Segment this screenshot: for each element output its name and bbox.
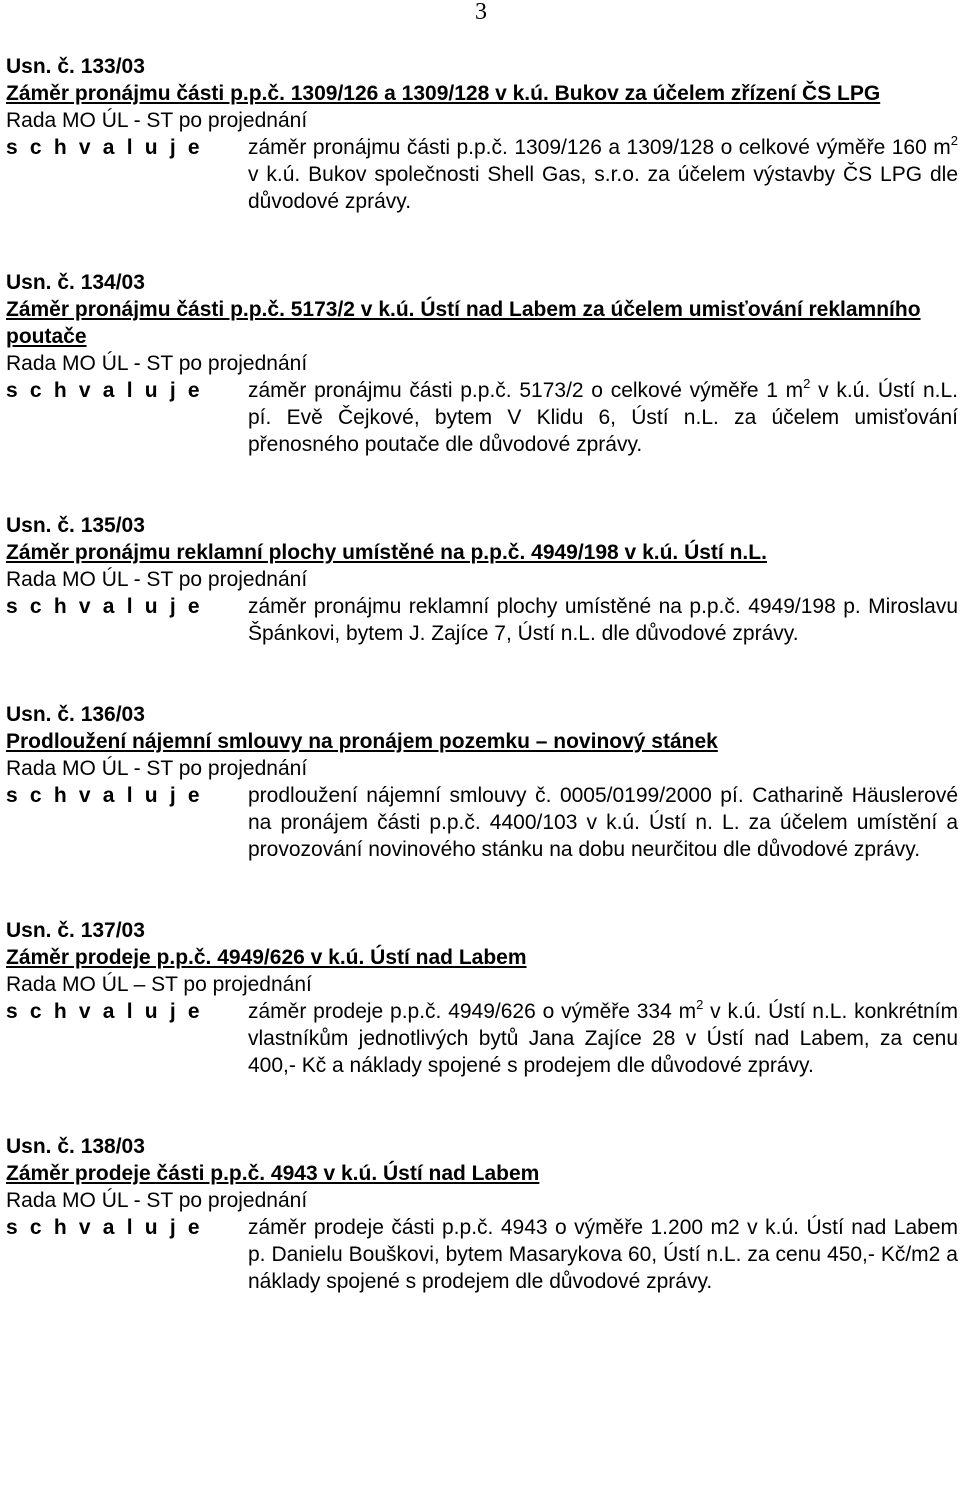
decision-verb: s c h v a l u j e <box>6 136 203 159</box>
decision <box>6 593 958 647</box>
decision <box>6 377 958 458</box>
decision-text-main: záměr pronájmu části p.p.č. 5173/2 o celkové výměře 1 m <box>248 379 804 402</box>
council-line: Rada MO ÚL - ST po projednání <box>6 109 308 132</box>
decision-text-main: záměr prodeje části p.p.č. 4943 o výměře 1.200 m2 v k.ú. Ústí nad Labem p. Danielu Bouškovi, bytem Masarykova 60, Ústí n.L. za cenu 450,- Kč/m2 a náklady spojené s prodejem dle důvodové zprávy. <box>248 1216 958 1293</box>
resolution-138 <box>6 1133 958 1295</box>
decision <box>6 1214 958 1295</box>
resolution-number: Usn. č. 138/03 <box>6 1135 145 1158</box>
decision-text-main: záměr pronájmu reklamní plochy umístěné na p.p.č. 4949/198 p. Miroslavu Špánkovi, bytem J. Zajíce 7, Ústí n.L. dle důvodové zprávy. <box>248 595 958 645</box>
decision-verb: s c h v a l u j e <box>6 1216 203 1239</box>
decision-text-main: záměr prodeje p.p.č. 4949/626 o výměře 334 m <box>248 1000 697 1023</box>
decision <box>6 782 958 863</box>
decision-text <box>248 998 958 1079</box>
resolution-number: Usn. č. 133/03 <box>6 55 145 78</box>
resolution-137 <box>6 917 958 1079</box>
resolution-number: Usn. č. 134/03 <box>6 271 145 294</box>
resolutions-list <box>6 53 958 1349</box>
resolution-title: Záměr prodeje p.p.č. 4949/626 v k.ú. Ústí nad Labem <box>6 946 527 969</box>
decision-text <box>248 134 958 215</box>
resolution-title: Záměr prodeje části p.p.č. 4943 v k.ú. Ústí nad Labem <box>6 1162 540 1185</box>
resolution-title: Záměr pronájmu části p.p.č. 1309/126 a 1309/128 v k.ú. Bukov za účelem zřízení ČS LPG <box>6 82 881 105</box>
decision-verb: s c h v a l u j e <box>6 784 203 807</box>
resolution-133 <box>6 53 958 215</box>
resolution-number: Usn. č. 137/03 <box>6 919 145 942</box>
decision-text-rest: v k.ú. Ústí n.L. pí. Evě Čejkové, bytem V Klidu 6, Ústí n.L. za účelem umisťování přenosného poutače dle důvodové zprávy. <box>248 379 958 456</box>
resolution-134 <box>6 269 958 458</box>
decision-text-main: záměr pronájmu části p.p.č. 1309/126 a 1309/128 o celkové výměře 160 m <box>248 136 951 159</box>
decision-text <box>248 782 958 863</box>
council-line: Rada MO ÚL - ST po projednání <box>6 1189 308 1212</box>
resolution-135 <box>6 512 958 647</box>
council-line: Rada MO ÚL - ST po projednání <box>6 352 308 375</box>
council-line: Rada MO ÚL - ST po projednání <box>6 568 308 591</box>
decision-text <box>248 593 958 647</box>
resolution-title: Záměr pronájmu reklamní plochy umístěné na p.p.č. 4949/198 v k.ú. Ústí n.L. <box>6 541 767 564</box>
decision <box>6 998 958 1079</box>
page-number: 3 <box>475 0 487 25</box>
decision-text-rest: v k.ú. Bukov společnosti Shell Gas, s.r.o. za účelem výstavby ČS LPG dle důvodové zprávy. <box>248 163 958 213</box>
resolution-136 <box>6 701 958 863</box>
decision <box>6 134 958 215</box>
resolution-number: Usn. č. 135/03 <box>6 514 145 537</box>
resolution-number: Usn. č. 136/03 <box>6 703 145 726</box>
superscript: 2 <box>803 376 811 391</box>
decision-text <box>248 1214 958 1295</box>
council-line: Rada MO ÚL – ST po projednání <box>6 973 312 996</box>
decision-text-rest: v k.ú. Ústí n.L. konkrétním vlastníkům jednotlivých bytů Jana Zajíce 28 v Ústí nad Labem, za cenu 400,- Kč a náklady spojené s prodejem dle důvodové zprávy. <box>248 1000 958 1077</box>
superscript: 2 <box>696 997 704 1012</box>
decision-verb: s c h v a l u j e <box>6 379 203 402</box>
decision-text <box>248 377 958 458</box>
decision-verb: s c h v a l u j e <box>6 1000 203 1023</box>
resolution-title: Prodloužení nájemní smlouvy na pronájem pozemku – novinový stánek <box>6 730 718 753</box>
decision-text-main: prodloužení nájemní smlouvy č. 0005/0199/2000 pí. Catharině Häuslerové na pronájem části p.p.č. 4400/103 v k.ú. Ústí n. L. za účelem umístění a provozování novinového stánku na dobu neurčitou dle důvodové zprávy. <box>248 784 958 861</box>
resolution-title: Záměr pronájmu části p.p.č. 5173/2 v k.ú. Ústí nad Labem za účelem umisťování reklamního poutače <box>6 298 921 348</box>
decision-verb: s c h v a l u j e <box>6 595 203 618</box>
superscript: 2 <box>950 133 958 148</box>
council-line: Rada MO ÚL - ST po projednání <box>6 757 308 780</box>
